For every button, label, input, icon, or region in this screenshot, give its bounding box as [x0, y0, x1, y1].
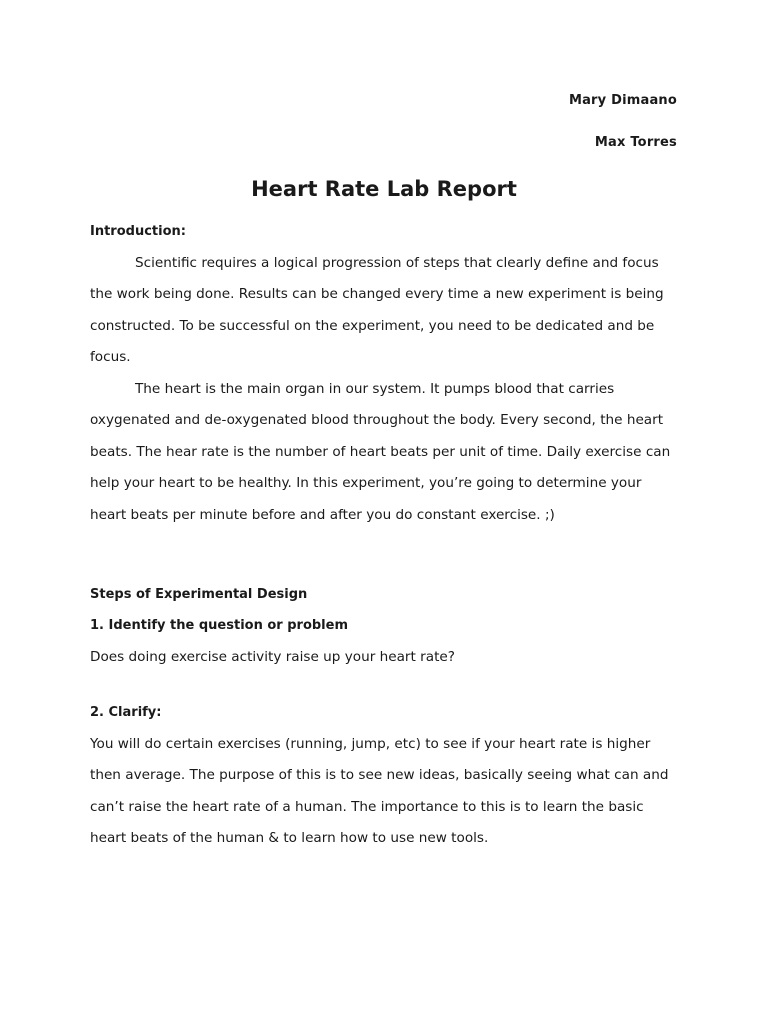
author-name: Max Torres [594, 135, 677, 150]
introduction-heading: Introduction: [90, 224, 186, 239]
step-heading: 1. Identify the question or problem [90, 618, 349, 633]
introduction-paragraph: Scientific requires a logical progression of steps that clearly define and focus the work being done. Results can be changed every time a new experiment is being constructed. To be successful on the experiment, you need to be dedicated and be focus. [90, 255, 664, 366]
author-name: Mary Dimaano [568, 93, 677, 108]
step-text: You will do certain exercises (running, jump, etc) to see if your heart rate is higher then average. The purpose of this is to see new ideas, basically seeing what can and can’t raise the heart rate of a human. The importance to this is to learn the basic heart beats of the human & to learn how to use new tools. [90, 736, 669, 847]
introduction-paragraph: The heart is the main organ in our system. It pumps blood that carries oxygenated and de-oxygenated blood throughout the body. Every second, the heart beats. The hear rate is the number of heart beats per unit of time. Daily exercise can help your heart to be healthy. In this experiment, you’re going to determine your heart beats per minute before and after you do constant exercise. ;) [90, 381, 671, 523]
step-heading: 2. Clarify: [90, 705, 162, 720]
document-title: Heart Rate Lab Report [251, 177, 517, 201]
steps-heading: Steps of Experimental Design [90, 587, 308, 602]
step-text: Does doing exercise activity raise up your heart rate? [90, 649, 455, 665]
